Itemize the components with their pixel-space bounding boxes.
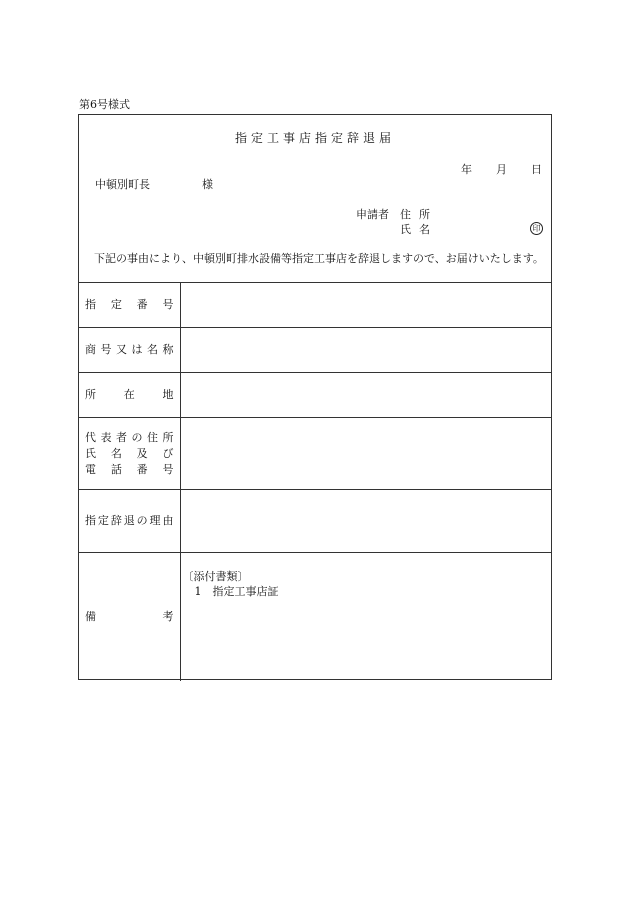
form-title: 指定工事店指定辞退届 — [234, 131, 395, 145]
addressee — [95, 178, 213, 191]
date-day-label: 日 — [531, 163, 542, 176]
addressee-honorific: 様 — [202, 178, 213, 191]
attachments-title: 〔添付書類〕 — [182, 570, 249, 583]
statement-text: 下記の事由により、中頓別町排水設備等指定工事店を辞退しますので、お届けいたします。 — [94, 252, 544, 265]
row-label-representative: 代 表 者 の 住 所 氏 名 及 び 電 話 番 号 — [79, 418, 180, 490]
table-row — [79, 553, 551, 681]
details-table — [79, 282, 551, 681]
table-row — [79, 283, 551, 328]
table-row — [79, 490, 551, 553]
row-label-trade-name: 商 号 又 は 名 称 — [79, 328, 180, 373]
designation-number-field[interactable] — [180, 283, 551, 328]
form-frame — [78, 114, 552, 680]
addressee-name: 中頓別町長 — [95, 178, 150, 191]
applicant-address-label: 住所 — [400, 208, 438, 221]
row-label-designation-number: 指 定 番 号 — [79, 283, 180, 328]
date-month-label: 月 — [496, 163, 507, 176]
row-label-withdrawal-reason: 指 定 辞 退 の 理 由 — [79, 490, 180, 553]
seal-icon: 印 — [530, 222, 543, 235]
form-number: 第6号様式 — [79, 98, 130, 111]
attachment-item: 1 指定工事店証 — [194, 585, 279, 598]
row-label-location: 所 在 地 — [79, 373, 180, 418]
representative-field[interactable] — [180, 418, 551, 490]
remarks-field[interactable] — [180, 553, 551, 681]
withdrawal-reason-field[interactable] — [180, 490, 551, 553]
table-row — [79, 418, 551, 490]
location-field[interactable] — [180, 373, 551, 418]
table-row — [79, 373, 551, 418]
applicant-label: 申請者 — [356, 208, 389, 221]
applicant-name-label: 氏名 — [400, 223, 438, 236]
row-label-remarks: 備 考 — [79, 553, 180, 681]
date-year-label: 年 — [461, 163, 472, 176]
trade-name-field[interactable] — [180, 328, 551, 373]
table-row — [79, 328, 551, 373]
